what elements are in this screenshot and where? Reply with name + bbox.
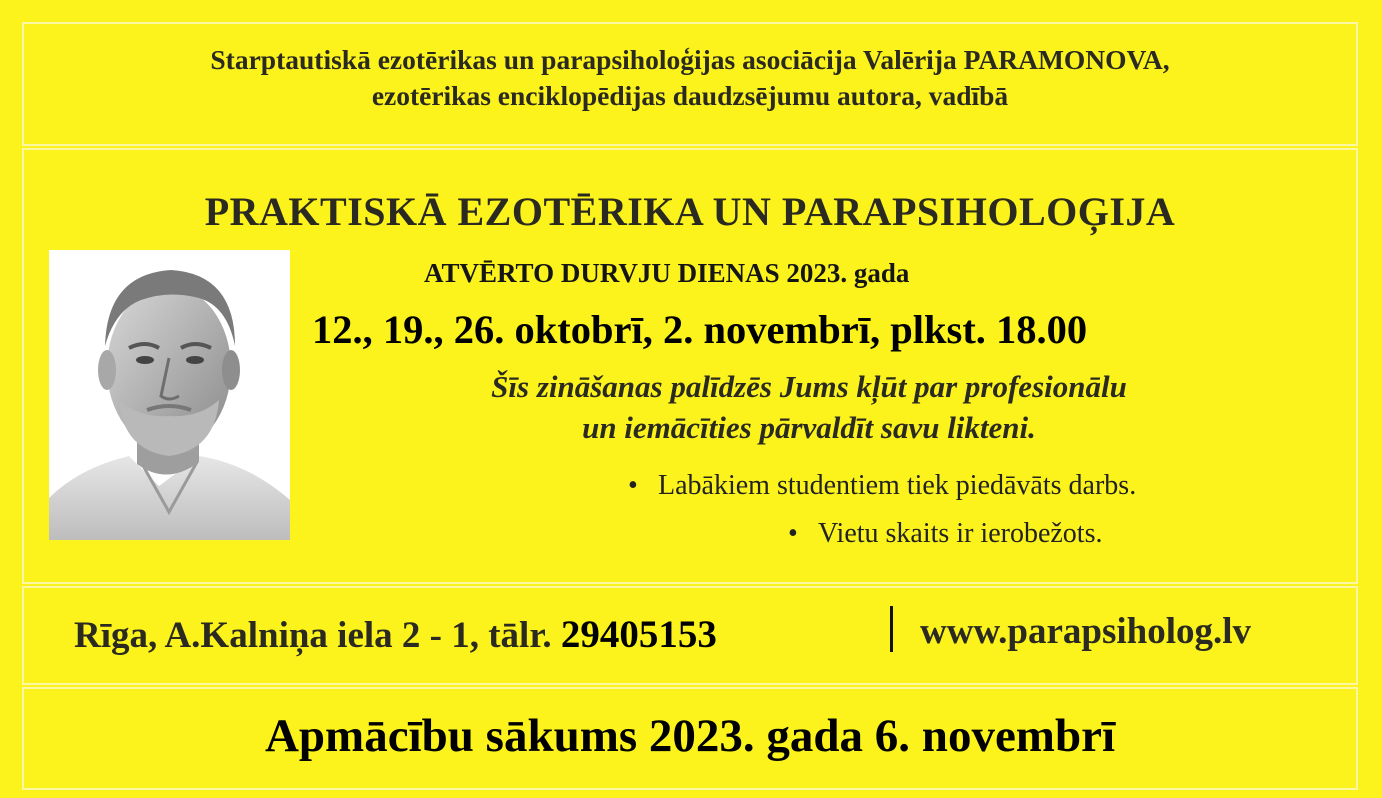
tagline	[374, 366, 1244, 448]
association-panel	[22, 22, 1358, 146]
event-dates: 12., 19., 26. oktobrī, 2. novembrī, plkst. 18.00	[312, 307, 1088, 352]
contact-panel	[22, 586, 1358, 685]
association-line-1: Starptautiskā ezotērikas un parapsiholoģijas asociācija Valērija PARAMONOVA,	[210, 44, 1170, 75]
website-link[interactable]: www.parapsiholog.lv	[920, 611, 1252, 652]
phone-number: 29405153	[560, 613, 717, 656]
bullet-item	[628, 470, 1136, 502]
divider	[890, 606, 893, 652]
course-title: PRAKTISKĀ EZOTĒRIKA UN PARAPSIHOLOĢIJA	[204, 189, 1176, 234]
portrait-photo	[49, 250, 290, 540]
bullet-item	[788, 518, 1102, 550]
bullet-dot-icon: •	[628, 470, 638, 501]
bullet-text: Vietu skaits ir ierobežots.	[818, 518, 1103, 549]
tagline-line-1: Šīs zināšanas palīdzēs Jums kļūt par profesionālu	[491, 369, 1127, 404]
association-line-2: ezotērikas enciklopēdijas daudzsējumu autora, vadībā	[371, 80, 1009, 111]
tagline-line-2: un iemācīties pārvaldīt savu likteni.	[582, 410, 1036, 445]
association-heading	[24, 42, 1356, 114]
address-text: Rīga, A.Kalniņa iela 2 - 1, tālr.	[74, 615, 552, 656]
open-days-heading: ATVĒRTO DURVJU DIENAS 2023. gada	[424, 258, 910, 288]
bullet-text: Labākiem studentiem tiek piedāvāts darbs.	[658, 470, 1137, 501]
course-panel	[22, 148, 1358, 584]
start-date: Apmācību sākums 2023. gada 6. novembrī	[264, 710, 1116, 762]
address	[74, 612, 717, 657]
bullet-dot-icon: •	[788, 518, 798, 549]
start-panel	[22, 687, 1358, 790]
